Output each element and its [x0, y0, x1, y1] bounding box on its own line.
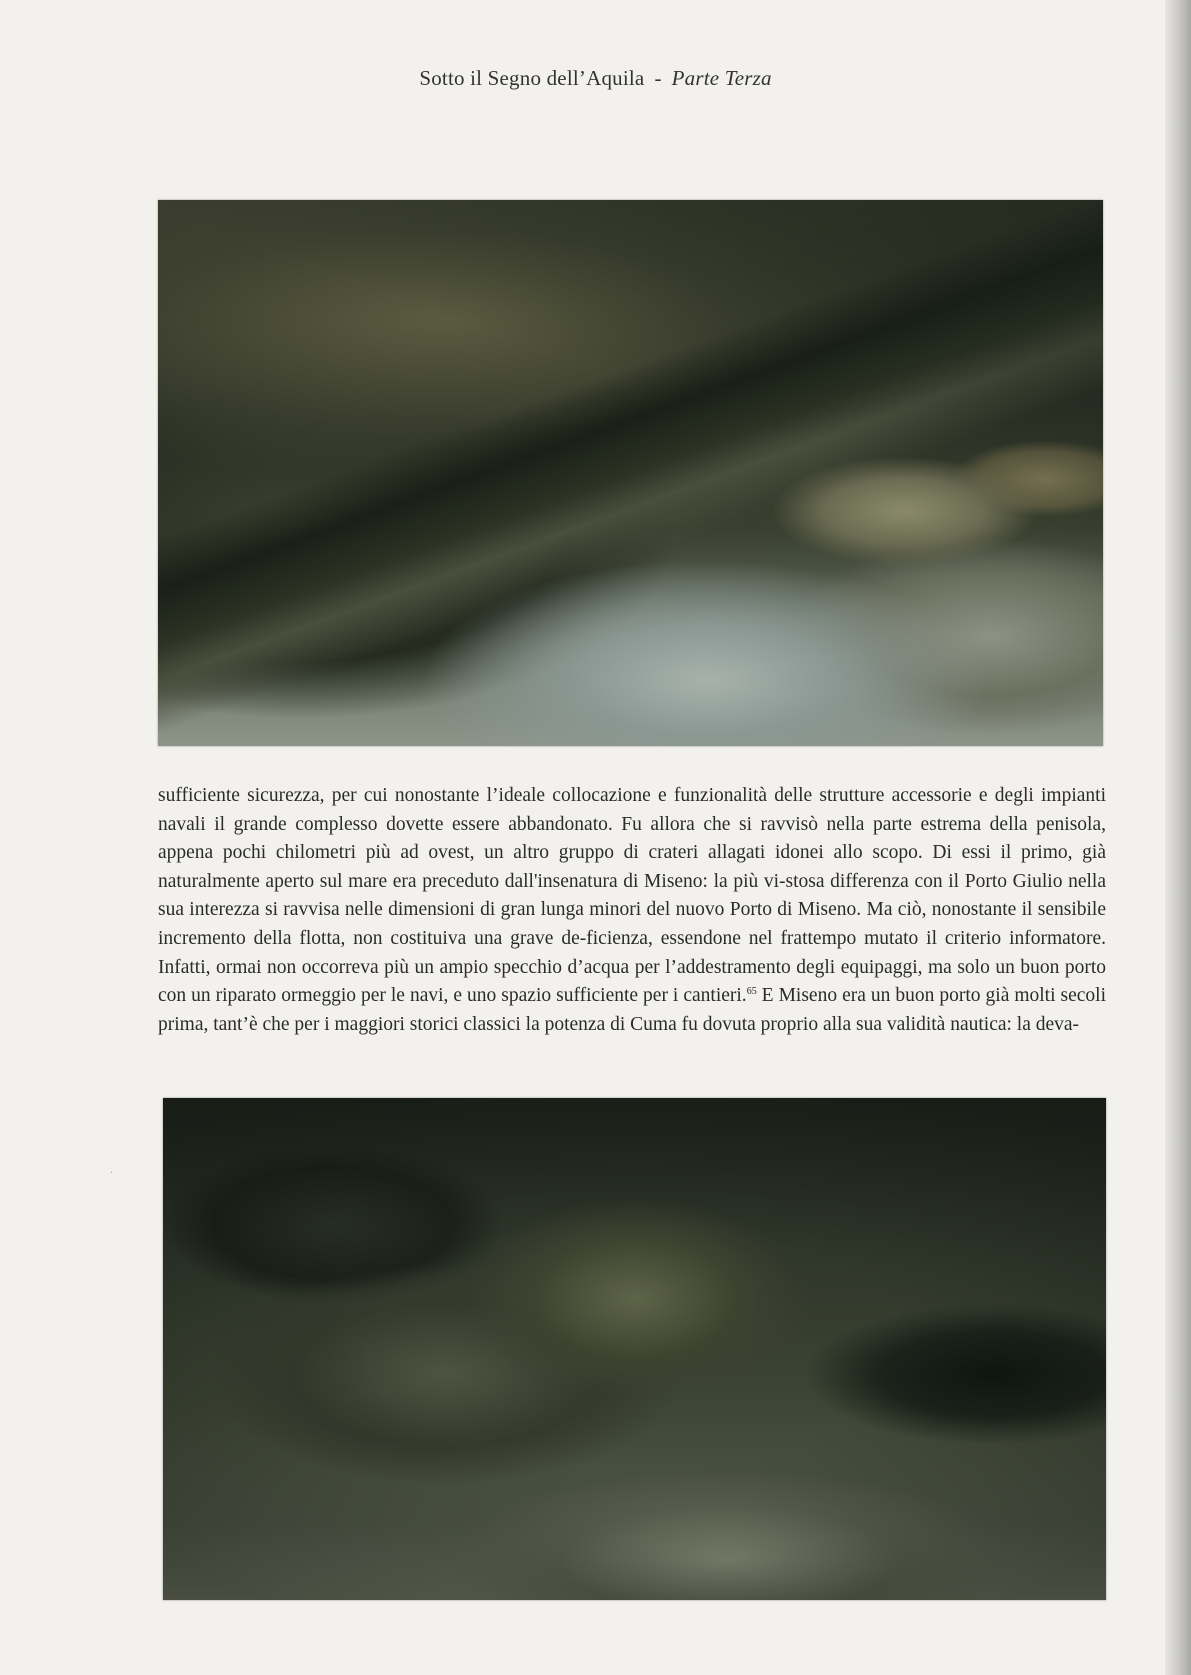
underwater-rocks-photo	[163, 1098, 1106, 1600]
body-paragraph	[158, 782, 1106, 1039]
header-separator: -	[654, 66, 662, 90]
underwater-ruins-photo	[158, 200, 1103, 746]
body-text-main: sufficiente sicurezza, per cui nonostante l’ideale collocazione e funzionalità delle strutture accessorie e degli impianti navali il grande complesso dovette essere abbandonato. Fu allora che si ravvisò nella parte estrema della penisola, appena pochi chilometri più ad ovest, un altro gruppo di crateri allagati idonei allo scopo. Di essi il primo, già naturalmente aperto sul mare era preceduto dall'insenatura di Miseno: la più vi-stosa differenza con il Porto Giulio nella sua interezza si ravvisa nelle dimensioni di gran lunga minori del nuovo Porto di Miseno. Ma ciò, nonostante il sensibile incremento della flotta, non costituiva una grave de-ficienza, essendone nel frattempo mutato il criterio informatore. Infatti, ormai non occorreva più un ampio specchio d’acqua per l’addestramento degli equipaggi, ma solo un buon porto con un riparato ormeggio per le navi, e uno spazio sufficiente per i cantieri.	[158, 785, 1106, 1007]
running-header	[0, 66, 1191, 91]
paper-speck: ·	[110, 1168, 114, 1179]
book-title: Sotto il Segno dell’Aquila	[419, 66, 645, 90]
body-text-continued: E Miseno era un buon porto già molti secoli prima, tant’è che per i maggiori storici classici la potenza di Cuma fu dovuta proprio alla sua validità nautica: la deva-	[158, 985, 1106, 1035]
page-edge-shadow	[1165, 0, 1191, 1675]
part-title: Parte Terza	[671, 66, 772, 90]
footnote-marker: 65	[746, 986, 757, 998]
